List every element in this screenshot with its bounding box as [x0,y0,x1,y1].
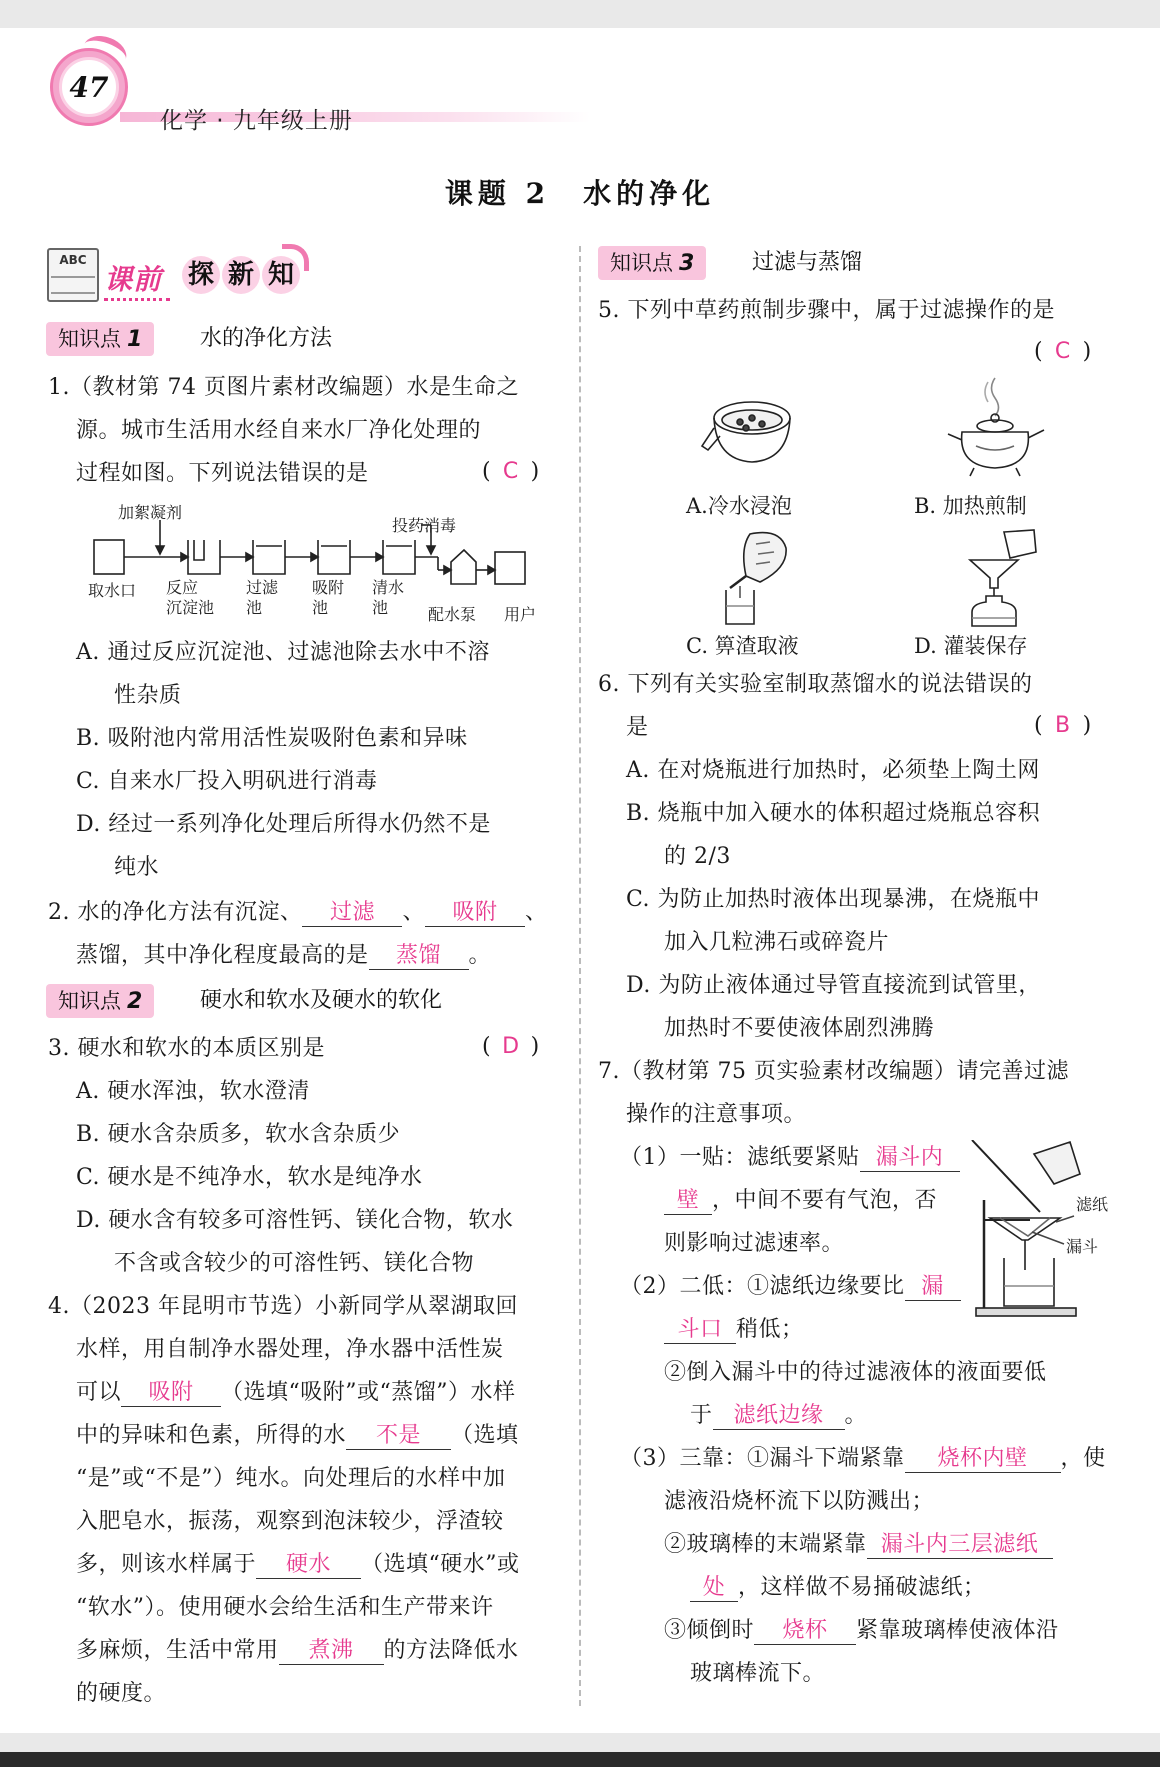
q2-text: 2. 水的净化方法有沉淀、 [48,900,303,925]
q3-answer: D [502,1034,520,1059]
figure-soak [700,380,800,485]
q7-text: 。 [844,1403,868,1428]
q7-answer: 烧杯 [754,1618,856,1645]
q1-option [76,767,378,797]
book-icon-text: ABC [59,253,87,267]
option-text: 经过一系列净化处理后所得水仍然不是 [108,812,491,837]
q4-line [76,1378,516,1408]
knowledge-title-2: 硬水和软水及硬水的软化 [200,988,443,1013]
figure-bottling [940,528,1050,628]
q7-text: ③倾倒时 [664,1618,755,1643]
q4-line: 的硬度。 [76,1681,167,1706]
q2-answer-1: 过滤 [302,900,402,927]
figure-label: 漏斗 [1066,1237,1099,1256]
q7-text: ②玻璃棒的末端紧靠 [664,1532,867,1557]
q7-line [620,1272,961,1302]
q6-option [626,971,1041,1001]
figure-caption: D. 灌装保存 [914,634,1028,658]
book-icon [47,248,99,302]
knowledge-tag-label: 知识点 [610,251,673,275]
q7-text: 稍低； [736,1317,804,1342]
q7-line [620,1444,1106,1474]
diagram-label: 加絮凝剂 [118,503,183,522]
option-text: 为防止加热时液体出现暴沸，在烧瓶中 [657,887,1041,912]
q6-option [626,799,1040,829]
q4-text: （选填“硬水”或 [361,1552,520,1577]
option-letter: C. [626,887,651,912]
option-text: 为防止液体通过导管直接流到试管里， [658,973,1041,998]
q7-answer: 烧杯内壁 [905,1446,1061,1473]
q7-text: （2）二低：①滤纸边缘要比 [620,1274,905,1299]
figure-filter-liquid [700,528,800,628]
q7-text: （3）三靠：①漏斗下端紧靠 [620,1446,905,1471]
q2-text: 、 [402,900,425,925]
option-letter: D. [76,1208,101,1233]
q4-answer-4: 煮沸 [279,1638,384,1665]
q3-option [76,1120,400,1150]
knowledge-tag-num: 1 [127,327,143,352]
q7-answer: 滤纸边缘 [713,1403,845,1430]
q3-option [76,1206,513,1236]
knowledge-title-1: 水的净化方法 [200,326,333,351]
option-letter: C. [76,769,101,794]
q1-option [76,724,468,754]
knowledge-tag-1 [46,322,154,356]
q4-text: 可以 [76,1380,122,1405]
bottom-bar [0,1752,1160,1767]
q4-text: 中的异味和色素，所得的水 [76,1423,347,1448]
knowledge-tag-2 [46,984,154,1018]
knowledge-tag-num: 3 [679,251,695,276]
option-letter: B. [76,726,101,751]
q4-line: 4.（2023 年昆明市节选）小新同学从翠湖取回 [48,1294,518,1319]
diagram-unit-label: 配水泵 [428,605,477,624]
q7-line: 则影响过滤速率。 [664,1231,845,1256]
q7-line [620,1143,960,1173]
option-letter: A. [76,1079,100,1104]
q4-line: 水样，用自制净水器处理，净水器中活性炭 [76,1337,504,1362]
section-circle: 知 [262,256,300,294]
filter-tank [253,540,285,574]
section-circle: 探 [182,256,220,294]
q4-answer-2: 不是 [346,1423,451,1450]
q1-option [76,810,491,840]
q7-line: 滤液沿烧杯流下以防溅出； [664,1489,935,1514]
option-letter: D. [626,973,651,998]
diagram-unit-label: 反应 沉淀池 [166,578,215,617]
q4-text: （选填“吸附”或“蒸馏”）水样 [221,1380,516,1405]
q7-answer: 壁 [664,1188,712,1215]
q4-line: “是”或“不是”）纯水。向处理后的水样中加 [76,1466,506,1491]
option-text: 硬水含杂质多，软水含杂质少 [107,1122,401,1147]
knowledge-title-3: 过滤与蒸馏 [752,250,863,275]
q7-text: （1）一贴：滤纸要紧贴 [620,1145,860,1170]
q7-text: ，使 [1060,1446,1106,1471]
knowledge-tag-label: 知识点 [58,989,121,1013]
q1-line: 过程如图。下列说法错误的是 [76,461,369,486]
q6-option-cont: 加入几粒沸石或碎瓷片 [664,930,890,955]
q4-line [76,1550,520,1580]
option-text: 硬水含有较多可溶性钙、镁化合物，软水 [108,1208,514,1233]
q7-answer: 漏 [905,1274,961,1301]
q4-text: 多麻烦，生活中常用 [76,1638,279,1663]
q4-line: 入肥皂水，振荡，观察到泡沫较少，浮渣较 [76,1509,504,1534]
q7-line: 操作的注意事项。 [626,1102,807,1127]
section-dots [104,298,170,301]
q1-answer-paren: ( C ) [482,459,540,484]
q4-text: （选填 [451,1423,519,1448]
clean-tank [383,540,415,574]
q4-line [76,1421,519,1451]
column-divider [579,246,581,1706]
q2-text: 、 [525,900,548,925]
figure-caption: B. 加热煎制 [914,494,1027,518]
option-letter: B. [626,801,651,826]
q7-text: 紧靠玻璃棒使液体沿 [856,1618,1059,1643]
q7-line: 玻璃棒流下。 [690,1661,826,1686]
option-text: 硬水浑浊，软水澄清 [107,1079,310,1104]
q3-option-cont: 不含或含较少的可溶性钙、镁化合物 [114,1251,475,1276]
q3-option [76,1077,310,1107]
q1-option-cont: 纯水 [114,855,160,880]
pump [451,550,476,584]
q1-answer: C [502,459,519,484]
q7-answer: 漏斗内三层滤纸 [867,1532,1053,1559]
intake-box [94,540,124,574]
page-number: 47 [59,57,119,117]
option-letter: C. [76,1165,101,1190]
q5-answer: C [1054,339,1071,364]
option-text: 自来水厂投入明矾进行消毒 [107,769,378,794]
q6-line: 是 [626,715,649,740]
option-letter: B. [76,1122,101,1147]
q2-answer-3: 蒸馏 [369,943,469,970]
q6-option-cont: 的 2/3 [664,844,731,869]
option-text: 硬水是不纯净水，软水是纯净水 [107,1165,423,1190]
q6-option [626,885,1040,915]
q1-line: 源。城市生活用水经自来水厂净化处理的 [76,418,482,443]
q2-text: 蒸馏，其中净化程度最高的是 [76,943,369,968]
q7-text: ，这样做不易捅破滤纸； [738,1575,986,1600]
q7-line [690,1401,867,1431]
q1-option-cont: 性杂质 [114,683,182,708]
option-text: 吸附池内常用活性炭吸附色素和异味 [107,726,468,751]
q2-line [76,941,491,971]
section-circle: 新 [222,256,260,294]
q7-text: ，中间不要有气泡，否 [712,1188,938,1213]
q3-answer-paren: ( D ) [482,1034,540,1059]
knowledge-tag-3 [598,246,706,280]
q7-answer: 斗口 [664,1317,736,1344]
q7-line [664,1616,1059,1646]
section-word: 课前 [104,263,163,296]
figure-boil [940,376,1050,486]
q1-option [76,638,490,668]
q7-line [664,1530,1053,1560]
user-box [495,552,525,584]
adsorb-tank [318,540,350,574]
q7-line: ②倒入漏斗中的待过滤液体的液面要低 [664,1360,1047,1385]
q6-line: 6. 下列有关实验室制取蒸馏水的说法错误的 [598,672,1033,697]
option-text: 在对烧瓶进行加热时，必须垫上陶土网 [657,758,1040,783]
q7-line [664,1186,937,1216]
diagram-unit-label: 取水口 [88,581,137,600]
q6-option [626,756,1040,786]
sediment-tank [188,540,220,574]
option-letter: A. [626,758,650,783]
diagram-unit-label: 清水 池 [372,578,405,617]
option-letter: D. [76,812,101,837]
q2-line [48,898,548,928]
q2-text: 。 [468,943,492,968]
q7-line: 7.（教材第 75 页实验素材改编题）请完善过滤 [598,1059,1069,1084]
option-text: 烧瓶中加入硬水的体积超过烧瓶总容积 [657,801,1041,826]
diagram-label: 投药消毒 [392,516,457,535]
book-title: 化学 · 九年级上册 [160,108,353,134]
q6-answer-paren: ( B ) [1034,713,1092,738]
lesson-title: 课题 2 水的净化 [444,177,716,210]
knowledge-tag-num: 2 [127,989,143,1014]
q3-stem: 3. 硬水和软水的本质区别是 [48,1036,325,1061]
q4-answer-1: 吸附 [121,1380,221,1407]
option-letter: A. [76,640,100,665]
diagram-unit-label: 过滤 池 [246,578,279,617]
figure-caption: C. 箅渣取液 [686,634,799,658]
q7-text: 于 [690,1403,713,1428]
figure-caption: A.冷水浸泡 [686,494,792,518]
diagram-unit-label: 用户 [504,605,537,624]
q7-answer: 漏斗内 [860,1145,960,1172]
q6-answer: B [1055,713,1071,738]
figure-label: 滤纸 [1076,1195,1109,1214]
q4-answer-3: 硬水 [256,1552,361,1579]
knowledge-tag-label: 知识点 [58,327,121,351]
q7-line [664,1315,804,1345]
q7-line [690,1573,986,1603]
q4-text: 多，则该水样属于 [76,1552,257,1577]
q7-answer: 处 [690,1575,738,1602]
q6-option-cont: 加热时不要使液体剧烈沸腾 [664,1016,935,1041]
q4-line: “软水”）。使用硬水会给生活和生产带来许 [76,1595,494,1620]
page-number-badge [50,48,128,126]
filtration-apparatus-figure [970,1140,1110,1320]
q1-line: 1.（教材第 74 页图片素材改编题）水是生命之 [48,375,519,400]
q4-line [76,1636,519,1666]
q3-option [76,1163,423,1193]
q4-text: 的方法降低水 [383,1638,519,1663]
diagram-unit-label: 吸附 池 [312,578,345,617]
q2-answer-2: 吸附 [425,900,525,927]
q5-answer-paren: ( C ) [1034,339,1092,364]
option-text: 通过反应沉淀池、过滤池除去水中不溶 [107,640,490,665]
q5-stem: 5. 下列中草药煎制步骤中，属于过滤操作的是 [598,298,1055,323]
